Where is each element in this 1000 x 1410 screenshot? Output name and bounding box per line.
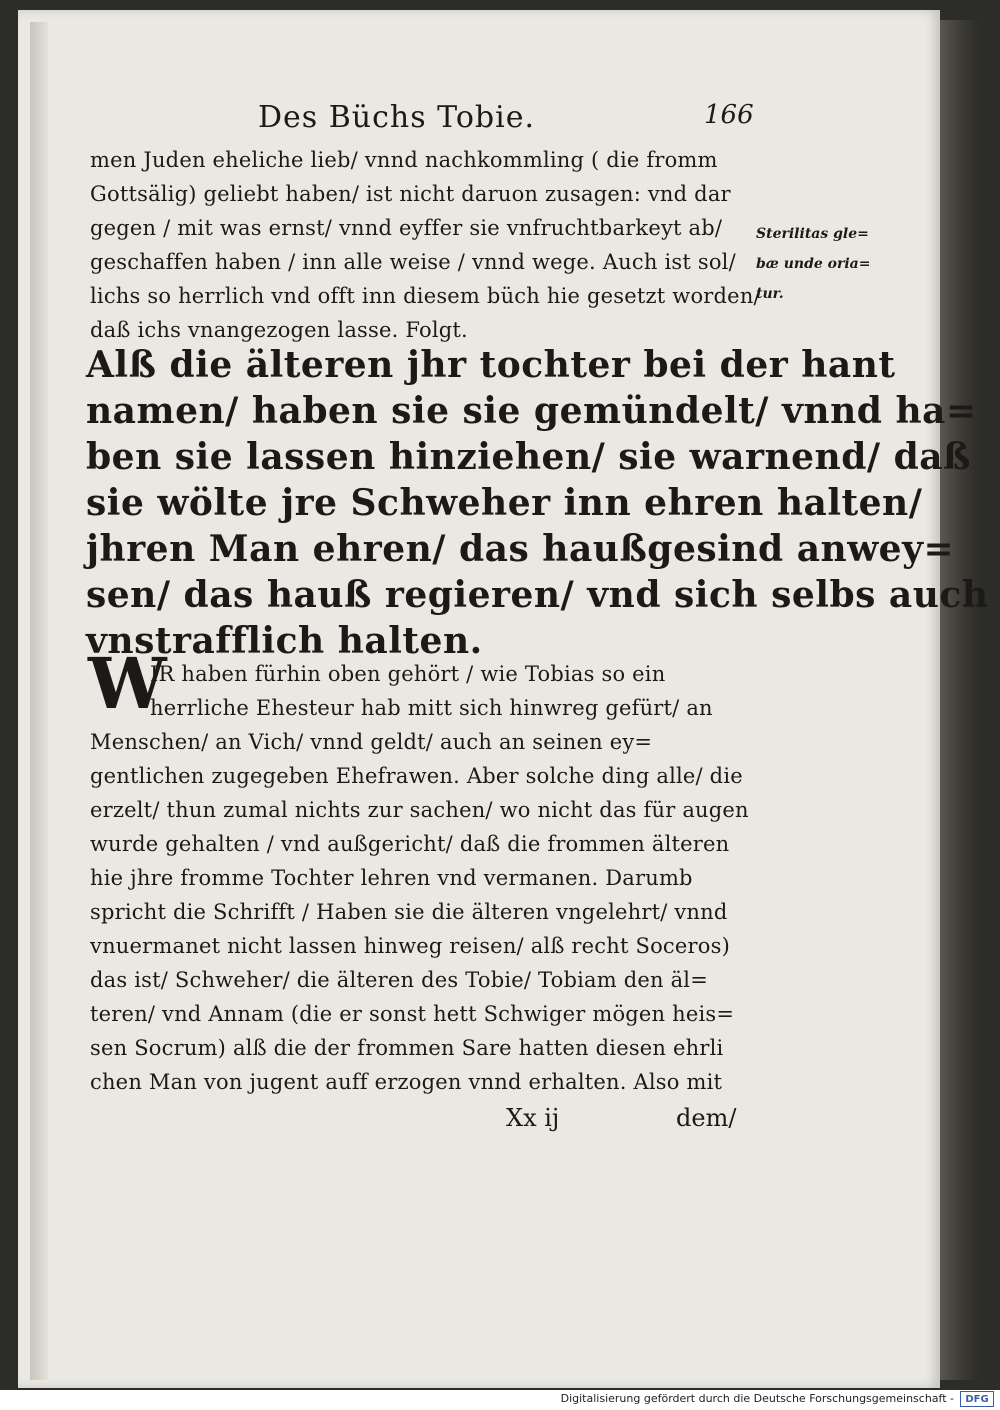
footer-bar [0,1390,1000,1410]
paragraph-line: gentlichen zugegeben Ehefrawen. Aber solche ding alle/ die [90,764,743,788]
heading-line: vnstrafflich halten. [86,620,483,662]
decorated-initial: W [88,642,167,725]
signature-mark: Xx ij [506,1104,560,1132]
paragraph-line: spricht die Schrifft / Haben sie die älteren vngelehrt/ vnnd [90,900,728,924]
paragraph-line: IR haben fürhin oben gehört / wie Tobias so ein [150,662,666,686]
dfg-logo: DFG [960,1391,994,1407]
paragraph-line: wurde gehalten / vnd außgericht/ daß die frommen älteren [90,832,730,856]
body-line: geschaffen haben / inn alle weise / vnnd wege. Auch ist sol/ [90,250,736,274]
page-edge [940,20,980,1380]
body-line: Gottsälig) geliebt haben/ ist nicht daruon zusagen: vnd dar [90,182,731,206]
body-line: gegen / mit was ernst/ vnnd eyffer sie vnfruchtbarkeyt ab/ [90,216,723,240]
paragraph-line: chen Man von jugent auff erzogen vnnd erhalten. Also mit [90,1070,723,1094]
margin-note: Sterilitas gle= [756,226,869,242]
paragraph-line: hie jhre fromme Tochter lehren vnd vermanen. Darumb [90,866,693,890]
heading-line: jhren Man ehren/ das haußgesind anwey= [86,528,955,570]
catchword: dem/ [676,1104,737,1132]
paragraph-line: vnuermanet nicht lassen hinweg reisen/ alß recht Soceros) [90,934,730,958]
page-number: 166 [704,100,754,130]
margin-note: tur. [756,286,784,302]
margin-note: bæ unde oria= [756,256,871,272]
paragraph-line: erzelt/ thun zumal nichts zur sachen/ wo nicht das für augen [90,798,749,822]
heading-line: sen/ das hauß regieren/ vnd sich selbs auch [86,574,989,616]
running-header: Des Büchs Tobie. [258,100,535,135]
body-line: men Juden eheliche lieb/ vnnd nachkommling ( die fromm [90,148,718,172]
paragraph-line: Menschen/ an Vich/ vnnd geldt/ auch an seinen ey= [90,730,653,754]
heading-line: ben sie lassen hinziehen/ sie warnend/ daß [86,436,971,478]
paragraph-line: herrliche Ehesteur hab mitt sich hinwreg gefürt/ an [150,696,713,720]
body-line: lichs so herrlich vnd offt inn diesem büch hie gesetzt worden/ [90,284,761,308]
heading-line: Alß die älteren jhr tochter bei der hant [86,344,896,386]
heading-line: namen/ haben sie sie gemündelt/ vnnd ha= [86,390,977,432]
paragraph-line: sen Socrum) alß die der frommen Sare hatten diesen ehrli [90,1036,724,1060]
heading-line: sie wölte jre Schweher inn ehren halten/ [86,482,923,524]
paragraph-line: das ist/ Schweher/ die älteren des Tobie/ Tobiam den äl= [90,968,709,992]
body-line: daß ichs vnangezogen lasse. Folgt. [90,318,468,342]
funding-credit: Digitalisierung gefördert durch die Deutsche Forschungsgemeinschaft - [560,1392,954,1405]
paragraph-line: teren/ vnd Annam (die er sonst hett Schwiger mögen heis= [90,1002,735,1026]
page-gutter [30,22,48,1380]
